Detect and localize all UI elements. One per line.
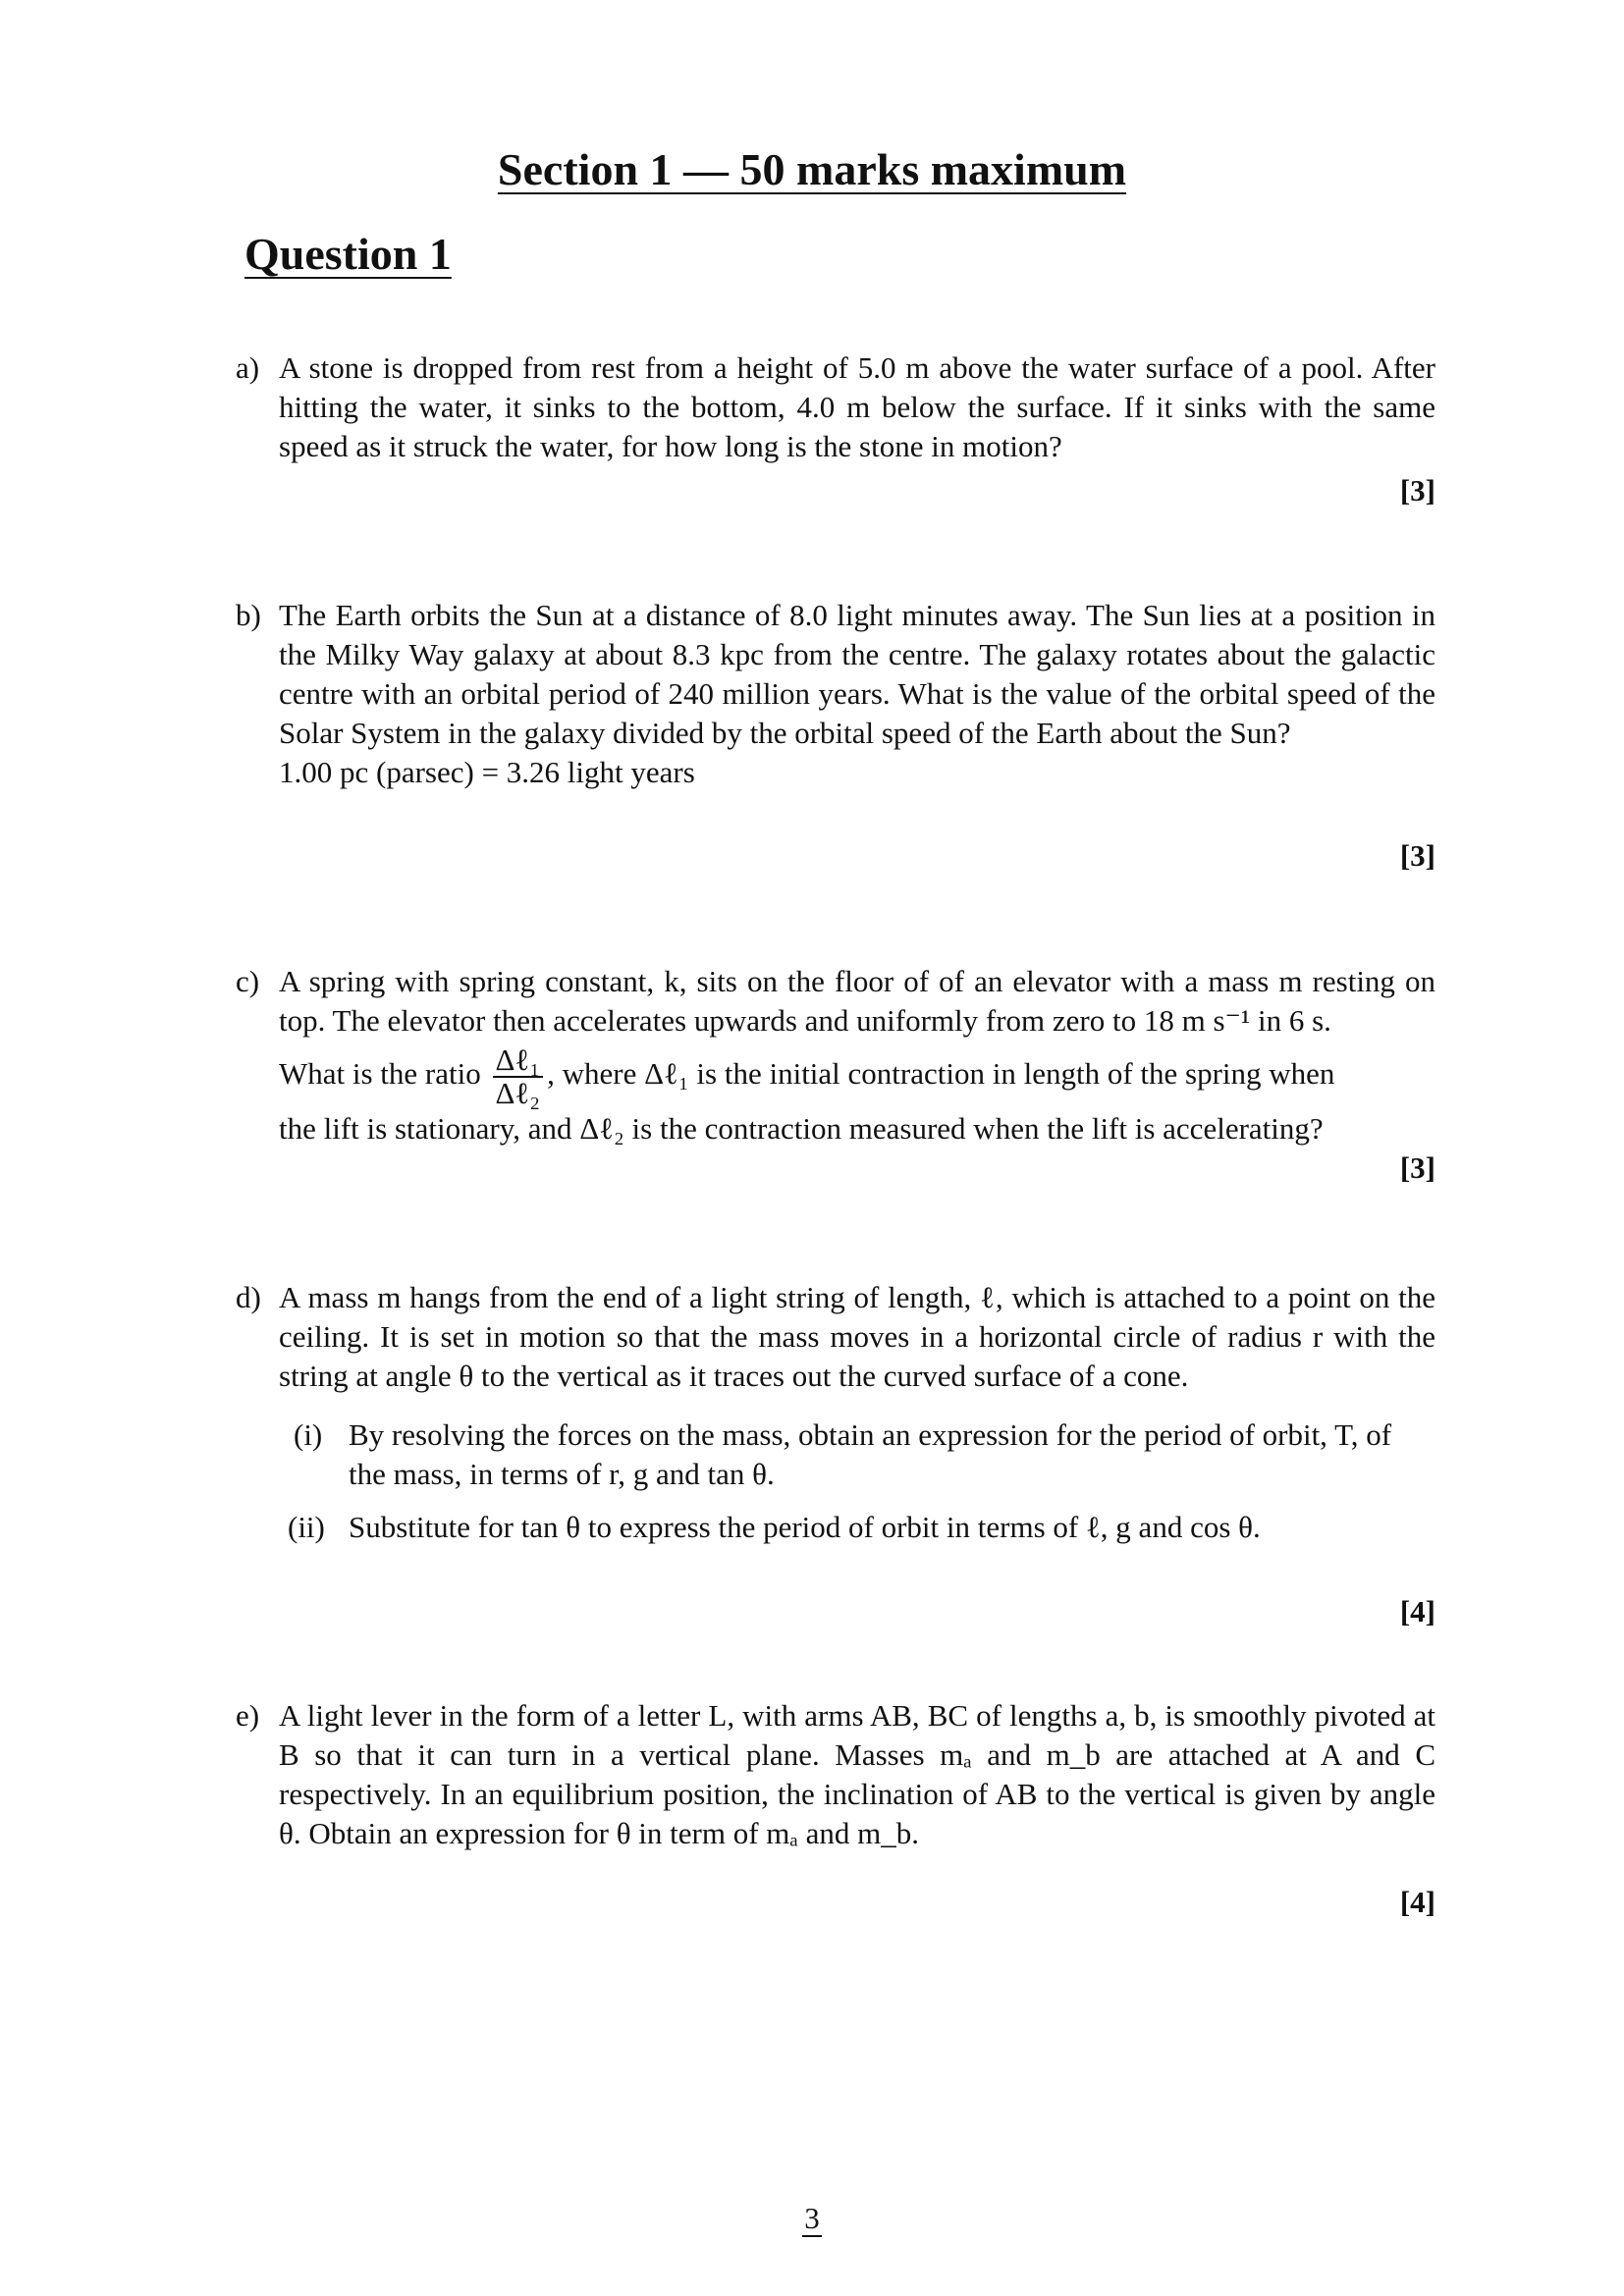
- ratio-suffix: , where Δℓ₁ is the initial contraction in length of the spring when: [547, 1056, 1335, 1092]
- part-label: c): [236, 964, 260, 998]
- fraction-numerator: Δℓ₁: [493, 1044, 544, 1078]
- fraction-denominator: Δℓ₂: [495, 1076, 541, 1110]
- subpart-i: [294, 1415, 1435, 1494]
- part-text: A light lever in the form of a letter L, with arms AB, BC of lengths a, b, is smoothly pivoted at B so that it can turn in a vertical plane. Masses mₐ and m_b are attached at A and C respectively. In an equilibrium position, the inclination of AB to the vertical is given by angle θ. Obtain an expression for θ in term of mₐ and m_b.: [279, 1698, 1435, 1850]
- marks: [3]: [1399, 473, 1435, 507]
- part-text-continued: the lift is stationary, and Δℓ₂ is the contraction measured when the lift is accelerating?: [279, 1111, 1324, 1146]
- marks: [4]: [1399, 1885, 1435, 1919]
- part-text: A mass m hangs from the end of a light string of length, ℓ, which is attached to a point on the ceiling. It is set in motion so that the mass moves in a horizontal circle of radius r with the string at angle θ to the vertical as it traces out the curved surface of a cone.: [279, 1280, 1435, 1393]
- ratio-prefix: What is the ratio: [279, 1056, 481, 1092]
- part-c: [236, 962, 1435, 1185]
- part-a: [236, 348, 1435, 507]
- subpart-label: (i): [294, 1417, 323, 1452]
- ratio-fraction: [493, 1044, 544, 1109]
- part-label: b): [236, 598, 261, 632]
- part-label: e): [236, 1698, 260, 1733]
- part-label: a): [236, 350, 260, 385]
- question-title: Question 1: [244, 229, 452, 279]
- subpart-ii: [288, 1508, 1435, 1547]
- section-title: Section 1 — 50 marks maximum: [497, 144, 1127, 194]
- subpart-text: By resolving the forces on the mass, obtain an expression for the period of orbit, T, of the mass, in terms of r, g and tan θ.: [349, 1417, 1392, 1491]
- marks: [4]: [1399, 1594, 1435, 1629]
- page-number: 3: [804, 2201, 820, 2235]
- subpart-text: Substitute for tan θ to express the period of orbit in terms of ℓ, g and cos θ.: [349, 1510, 1261, 1544]
- subpart-label: (ii): [288, 1510, 325, 1544]
- marks: [3]: [1399, 1150, 1435, 1185]
- part-text: A spring with spring constant, k, sits on the floor of of an elevator with a mass m resting on top. The elevator then accelerates upwards and uniformly from zero to 18 m s⁻¹ in 6 s.: [279, 964, 1435, 1038]
- part-e: [236, 1696, 1435, 1919]
- part-text: The Earth orbits the Sun at a distance of 8.0 light minutes away. The Sun lies at a position in the Milky Way galaxy at about 8.3 kpc from the centre. The galaxy rotates about the galactic centre with an orbital period of 240 million years. What is the value of the orbital speed of the Solar System in the galaxy divided by the orbital speed of the Earth about the Sun?: [279, 598, 1435, 750]
- part-b: [236, 596, 1435, 873]
- part-d: [236, 1278, 1435, 1629]
- part-note: 1.00 pc (parsec) = 3.26 light years: [279, 755, 695, 789]
- part-text: A stone is dropped from rest from a height of 5.0 m above the water surface of a pool. After hitting the water, it sinks to the bottom, 4.0 m below the surface. If it sinks with the same speed as it struck the water, for how long is the stone in motion?: [279, 350, 1435, 463]
- part-label: d): [236, 1280, 261, 1314]
- marks: [3]: [1399, 838, 1435, 873]
